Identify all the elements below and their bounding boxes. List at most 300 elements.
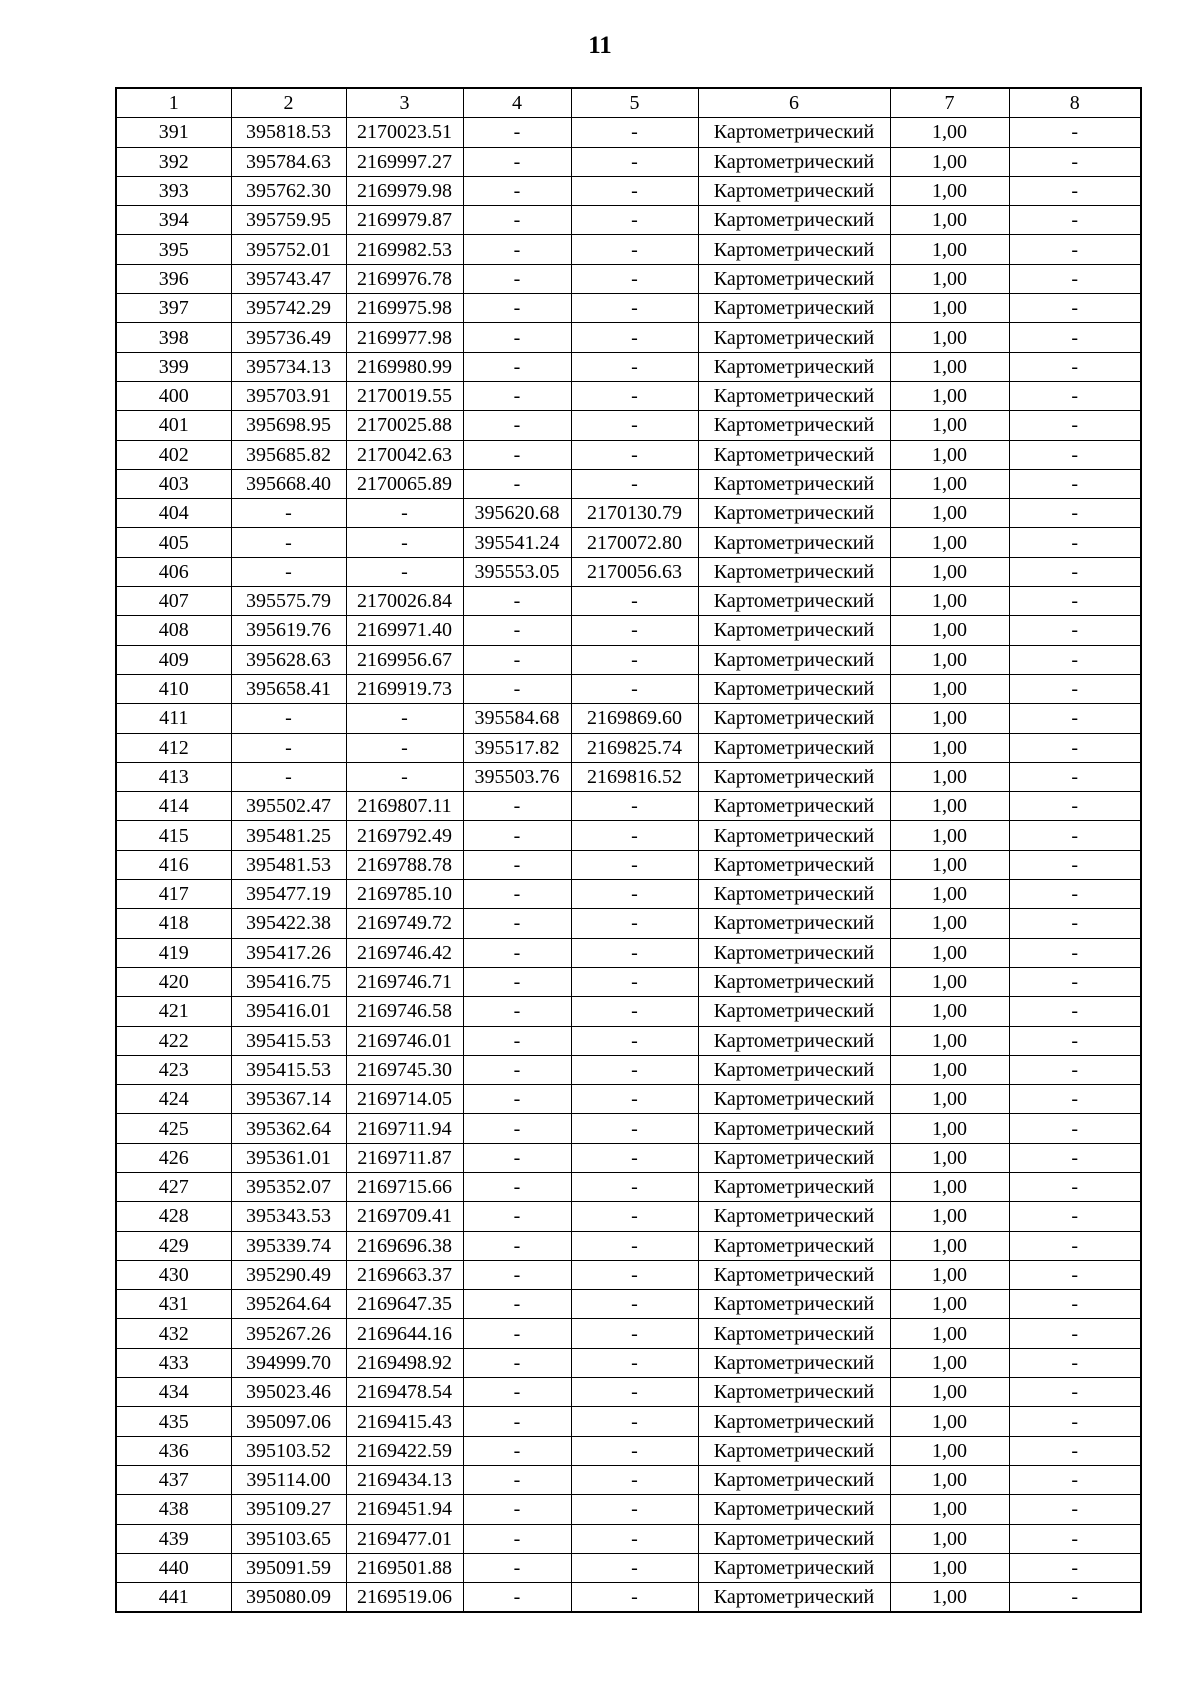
table-cell-col-2: 395477.19 (231, 880, 346, 909)
table-cell-col-8: - (1009, 909, 1141, 938)
table-cell-col-3: 2169711.94 (346, 1114, 463, 1143)
table-cell-col-1: 426 (116, 1143, 231, 1172)
table-cell-col-5: - (571, 821, 698, 850)
column-header-7: 7 (890, 88, 1009, 118)
table-row (116, 147, 1141, 176)
table-cell-col-7: 1,00 (890, 1495, 1009, 1524)
table-cell-col-8: - (1009, 469, 1141, 498)
table-cell-col-5: - (571, 1378, 698, 1407)
table-cell-col-1: 416 (116, 850, 231, 879)
table-cell-col-6: Картометрический (698, 323, 890, 352)
table-row (116, 528, 1141, 557)
table-cell-col-2: 395422.38 (231, 909, 346, 938)
table-cell-col-1: 406 (116, 557, 231, 586)
table-row (116, 1143, 1141, 1172)
table-cell-col-1: 435 (116, 1407, 231, 1436)
table-cell-col-4: - (463, 1553, 571, 1582)
table-cell-col-7: 1,00 (890, 997, 1009, 1026)
table-cell-col-6: Картометрический (698, 1319, 890, 1348)
table-cell-col-8: - (1009, 411, 1141, 440)
table-cell-col-2: 395290.49 (231, 1260, 346, 1289)
table-row (116, 381, 1141, 410)
table-cell-col-1: 430 (116, 1260, 231, 1289)
table-cell-col-5: 2170056.63 (571, 557, 698, 586)
table-cell-col-7: 1,00 (890, 1085, 1009, 1114)
table-cell-col-7: 1,00 (890, 1378, 1009, 1407)
table-row (116, 1026, 1141, 1055)
table-cell-col-4: - (463, 381, 571, 410)
table-cell-col-8: - (1009, 674, 1141, 703)
table-cell-col-2: 395742.29 (231, 294, 346, 323)
table-cell-col-8: - (1009, 938, 1141, 967)
table-cell-col-1: 399 (116, 352, 231, 381)
table-cell-col-6: Картометрический (698, 176, 890, 205)
table-cell-col-2: 395736.49 (231, 323, 346, 352)
table-cell-col-8: - (1009, 792, 1141, 821)
table-cell-col-8: - (1009, 587, 1141, 616)
table-cell-col-3: 2169746.01 (346, 1026, 463, 1055)
table-cell-col-5: - (571, 1290, 698, 1319)
table-cell-col-4: - (463, 1378, 571, 1407)
table-row (116, 1524, 1141, 1553)
table-row (116, 1553, 1141, 1582)
table-cell-col-4: - (463, 997, 571, 1026)
table-cell-col-3: - (346, 733, 463, 762)
table-cell-col-6: Картометрический (698, 294, 890, 323)
table-row (116, 1407, 1141, 1436)
table-cell-col-7: 1,00 (890, 176, 1009, 205)
table-cell-col-3: 2169971.40 (346, 616, 463, 645)
table-row (116, 1319, 1141, 1348)
table-cell-col-8: - (1009, 499, 1141, 528)
table-cell-col-2: 395734.13 (231, 352, 346, 381)
table-cell-col-6: Картометрический (698, 440, 890, 469)
column-header-6: 6 (698, 88, 890, 118)
table-row (116, 411, 1141, 440)
table-cell-col-6: Картометрический (698, 1290, 890, 1319)
table-cell-col-8: - (1009, 880, 1141, 909)
table-cell-col-8: - (1009, 967, 1141, 996)
table-cell-col-8: - (1009, 1231, 1141, 1260)
table-cell-col-3: 2169746.71 (346, 967, 463, 996)
table-cell-col-2: 395097.06 (231, 1407, 346, 1436)
coordinates-table (115, 87, 1142, 1613)
table-cell-col-3: 2169807.11 (346, 792, 463, 821)
table-cell-col-7: 1,00 (890, 411, 1009, 440)
table-cell-col-2: 395114.00 (231, 1465, 346, 1494)
table-cell-col-8: - (1009, 206, 1141, 235)
table-cell-col-5: - (571, 176, 698, 205)
table-cell-col-6: Картометрический (698, 674, 890, 703)
table-cell-col-3: - (346, 762, 463, 791)
table-row (116, 1495, 1141, 1524)
table-cell-col-3: 2169997.27 (346, 147, 463, 176)
table-cell-col-6: Картометрический (698, 1026, 890, 1055)
table-cell-col-3: 2169980.99 (346, 352, 463, 381)
table-cell-col-7: 1,00 (890, 528, 1009, 557)
table-cell-col-4: - (463, 323, 571, 352)
table-cell-col-2: 395415.53 (231, 1055, 346, 1084)
table-cell-col-3: 2169478.54 (346, 1378, 463, 1407)
table-row (116, 704, 1141, 733)
table-cell-col-6: Картометрический (698, 1114, 890, 1143)
table-cell-col-8: - (1009, 1319, 1141, 1348)
table-cell-col-4: 395620.68 (463, 499, 571, 528)
table-cell-col-1: 391 (116, 118, 231, 147)
table-cell-col-3: 2169919.73 (346, 674, 463, 703)
table-cell-col-1: 421 (116, 997, 231, 1026)
table-cell-col-1: 420 (116, 967, 231, 996)
table-cell-col-6: Картометрический (698, 352, 890, 381)
table-cell-col-3: 2170042.63 (346, 440, 463, 469)
table-cell-col-4: - (463, 1143, 571, 1172)
table-cell-col-2: 395362.64 (231, 1114, 346, 1143)
table-cell-col-2: 395417.26 (231, 938, 346, 967)
table-row (116, 1172, 1141, 1201)
table-cell-col-3: 2170023.51 (346, 118, 463, 147)
table-cell-col-1: 431 (116, 1290, 231, 1319)
table-cell-col-6: Картометрический (698, 1524, 890, 1553)
table-row (116, 587, 1141, 616)
table-cell-col-4: - (463, 1114, 571, 1143)
table-cell-col-7: 1,00 (890, 880, 1009, 909)
table-cell-col-6: Картометрический (698, 850, 890, 879)
table-cell-col-1: 405 (116, 528, 231, 557)
table-cell-col-7: 1,00 (890, 587, 1009, 616)
table-cell-col-3: 2169792.49 (346, 821, 463, 850)
table-cell-col-8: - (1009, 323, 1141, 352)
table-cell-col-6: Картометрический (698, 1407, 890, 1436)
table-cell-col-5: - (571, 118, 698, 147)
table-cell-col-2: - (231, 733, 346, 762)
table-cell-col-2: 395628.63 (231, 645, 346, 674)
table-cell-col-3: - (346, 499, 463, 528)
table-cell-col-8: - (1009, 1553, 1141, 1582)
table-cell-col-1: 437 (116, 1465, 231, 1494)
table-cell-col-5: - (571, 880, 698, 909)
table-cell-col-3: 2170026.84 (346, 587, 463, 616)
table-row (116, 440, 1141, 469)
table-cell-col-4: - (463, 1085, 571, 1114)
table-cell-col-3: 2170025.88 (346, 411, 463, 440)
table-cell-col-7: 1,00 (890, 1553, 1009, 1582)
table-cell-col-2: - (231, 557, 346, 586)
table-header-row (116, 88, 1141, 118)
table-cell-col-1: 418 (116, 909, 231, 938)
table-cell-col-7: 1,00 (890, 1319, 1009, 1348)
table-cell-col-7: 1,00 (890, 499, 1009, 528)
table-cell-col-3: 2169477.01 (346, 1524, 463, 1553)
table-cell-col-1: 424 (116, 1085, 231, 1114)
table-cell-col-8: - (1009, 1114, 1141, 1143)
table-cell-col-7: 1,00 (890, 938, 1009, 967)
column-header-4: 4 (463, 88, 571, 118)
table-cell-col-6: Картометрический (698, 469, 890, 498)
table-cell-col-5: - (571, 850, 698, 879)
table-cell-col-6: Картометрический (698, 1202, 890, 1231)
table-cell-col-3: 2169498.92 (346, 1348, 463, 1377)
table-cell-col-2: 395784.63 (231, 147, 346, 176)
table-cell-col-1: 429 (116, 1231, 231, 1260)
table-cell-col-4: - (463, 909, 571, 938)
table-cell-col-1: 422 (116, 1026, 231, 1055)
table-cell-col-2: 395267.26 (231, 1319, 346, 1348)
table-row (116, 1290, 1141, 1319)
table-cell-col-1: 393 (116, 176, 231, 205)
table-row (116, 557, 1141, 586)
table-cell-col-6: Картометрический (698, 235, 890, 264)
table-cell-col-8: - (1009, 850, 1141, 879)
table-cell-col-6: Картометрический (698, 381, 890, 410)
table-cell-col-7: 1,00 (890, 1465, 1009, 1494)
table-cell-col-4: - (463, 1348, 571, 1377)
table-cell-col-1: 427 (116, 1172, 231, 1201)
table-cell-col-2: 395743.47 (231, 264, 346, 293)
table-cell-col-6: Картометрический (698, 967, 890, 996)
table-cell-col-1: 396 (116, 264, 231, 293)
table-cell-col-4: - (463, 1436, 571, 1465)
table-row (116, 762, 1141, 791)
table-cell-col-3: 2169709.41 (346, 1202, 463, 1231)
table-cell-col-7: 1,00 (890, 440, 1009, 469)
table-cell-col-4: - (463, 1172, 571, 1201)
table-cell-col-6: Картометрический (698, 645, 890, 674)
table-cell-col-2: 395698.95 (231, 411, 346, 440)
table-cell-col-2: 395416.75 (231, 967, 346, 996)
table-cell-col-5: - (571, 1348, 698, 1377)
table-cell-col-3: 2169422.59 (346, 1436, 463, 1465)
table-cell-col-3: 2169434.13 (346, 1465, 463, 1494)
table-cell-col-6: Картометрический (698, 1553, 890, 1582)
table-cell-col-4: - (463, 440, 571, 469)
table-cell-col-5: - (571, 1495, 698, 1524)
table-cell-col-5: - (571, 206, 698, 235)
table-cell-col-5: - (571, 294, 698, 323)
table-cell-col-4: - (463, 1407, 571, 1436)
table-cell-col-5: - (571, 323, 698, 352)
table-cell-col-1: 395 (116, 235, 231, 264)
table-cell-col-8: - (1009, 235, 1141, 264)
table-cell-col-1: 423 (116, 1055, 231, 1084)
table-cell-col-3: 2169644.16 (346, 1319, 463, 1348)
table-cell-col-1: 410 (116, 674, 231, 703)
table-row (116, 938, 1141, 967)
table-cell-col-1: 402 (116, 440, 231, 469)
table-cell-col-1: 428 (116, 1202, 231, 1231)
table-cell-col-8: - (1009, 557, 1141, 586)
table-cell-col-7: 1,00 (890, 850, 1009, 879)
table-cell-col-4: 395517.82 (463, 733, 571, 762)
table-cell-col-6: Картометрический (698, 411, 890, 440)
table-row (116, 880, 1141, 909)
table-cell-col-7: 1,00 (890, 1348, 1009, 1377)
table-cell-col-5: 2170072.80 (571, 528, 698, 557)
table-cell-col-2: 395091.59 (231, 1553, 346, 1582)
table-cell-col-8: - (1009, 294, 1141, 323)
table-cell-col-6: Картометрический (698, 1495, 890, 1524)
table-cell-col-3: 2169715.66 (346, 1172, 463, 1201)
table-cell-col-8: - (1009, 616, 1141, 645)
table-cell-col-3: 2169975.98 (346, 294, 463, 323)
table-cell-col-7: 1,00 (890, 967, 1009, 996)
table-cell-col-7: 1,00 (890, 674, 1009, 703)
table-cell-col-3: - (346, 557, 463, 586)
table-cell-col-7: 1,00 (890, 733, 1009, 762)
table-cell-col-7: 1,00 (890, 235, 1009, 264)
table-cell-col-5: - (571, 147, 698, 176)
table-cell-col-3: 2169982.53 (346, 235, 463, 264)
column-header-3: 3 (346, 88, 463, 118)
table-row (116, 821, 1141, 850)
table-row (116, 850, 1141, 879)
table-cell-col-5: - (571, 1202, 698, 1231)
table-cell-col-2: 395619.76 (231, 616, 346, 645)
table-cell-col-4: 395553.05 (463, 557, 571, 586)
table-cell-col-5: - (571, 938, 698, 967)
table-cell-col-5: - (571, 264, 698, 293)
table-cell-col-8: - (1009, 704, 1141, 733)
table-cell-col-4: - (463, 1026, 571, 1055)
table-cell-col-7: 1,00 (890, 821, 1009, 850)
table-cell-col-6: Картометрический (698, 1436, 890, 1465)
table-cell-col-2: 395575.79 (231, 587, 346, 616)
table-row (116, 235, 1141, 264)
table-cell-col-8: - (1009, 528, 1141, 557)
table-cell-col-5: - (571, 1055, 698, 1084)
column-header-8: 8 (1009, 88, 1141, 118)
table-row (116, 1348, 1141, 1377)
table-cell-col-8: - (1009, 352, 1141, 381)
table-cell-col-8: - (1009, 1436, 1141, 1465)
table-cell-col-2: 395502.47 (231, 792, 346, 821)
table-cell-col-1: 412 (116, 733, 231, 762)
table-cell-col-5: - (571, 909, 698, 938)
table-cell-col-8: - (1009, 821, 1141, 850)
table-cell-col-4: - (463, 1583, 571, 1613)
table-cell-col-5: - (571, 1319, 698, 1348)
table-cell-col-2: - (231, 762, 346, 791)
table-cell-col-4: - (463, 1495, 571, 1524)
table-cell-col-1: 407 (116, 587, 231, 616)
table-cell-col-6: Картометрический (698, 587, 890, 616)
page-number: 11 (588, 32, 612, 59)
table-cell-col-4: - (463, 1231, 571, 1260)
table-row (116, 118, 1141, 147)
table-cell-col-4: - (463, 1290, 571, 1319)
table-cell-col-4: - (463, 1524, 571, 1553)
table-cell-col-4: - (463, 411, 571, 440)
table-row (116, 1378, 1141, 1407)
table-cell-col-7: 1,00 (890, 1172, 1009, 1201)
table-cell-col-5: - (571, 352, 698, 381)
table-cell-col-2: 395818.53 (231, 118, 346, 147)
table-cell-col-6: Картометрический (698, 616, 890, 645)
table-cell-col-5: 2170130.79 (571, 499, 698, 528)
table-cell-col-6: Картометрический (698, 880, 890, 909)
table-cell-col-6: Картометрический (698, 909, 890, 938)
table-cell-col-6: Картометрический (698, 1172, 890, 1201)
table-cell-col-1: 432 (116, 1319, 231, 1348)
table-cell-col-7: 1,00 (890, 1231, 1009, 1260)
table-cell-col-8: - (1009, 762, 1141, 791)
table-cell-col-3: 2169696.38 (346, 1231, 463, 1260)
table-cell-col-2: 395352.07 (231, 1172, 346, 1201)
table-cell-col-1: 394 (116, 206, 231, 235)
table-cell-col-1: 401 (116, 411, 231, 440)
table-cell-col-5: - (571, 469, 698, 498)
table-cell-col-7: 1,00 (890, 469, 1009, 498)
table-cell-col-4: 395503.76 (463, 762, 571, 791)
table-cell-col-1: 433 (116, 1348, 231, 1377)
table-cell-col-7: 1,00 (890, 557, 1009, 586)
table-cell-col-6: Картометрический (698, 1231, 890, 1260)
table-cell-col-3: 2169979.87 (346, 206, 463, 235)
table-cell-col-5: - (571, 1231, 698, 1260)
table-cell-col-4: - (463, 821, 571, 850)
column-header-5: 5 (571, 88, 698, 118)
table-cell-col-3: 2169451.94 (346, 1495, 463, 1524)
table-cell-col-2: 395103.52 (231, 1436, 346, 1465)
table-cell-col-4: - (463, 469, 571, 498)
table-cell-col-6: Картометрический (698, 1055, 890, 1084)
table-cell-col-7: 1,00 (890, 1026, 1009, 1055)
table-cell-col-3: 2169415.43 (346, 1407, 463, 1436)
table-cell-col-3: 2169745.30 (346, 1055, 463, 1084)
table-cell-col-6: Картометрический (698, 792, 890, 821)
table-cell-col-5: - (571, 616, 698, 645)
table-cell-col-3: 2169788.78 (346, 850, 463, 879)
table-cell-col-7: 1,00 (890, 1436, 1009, 1465)
table-row (116, 909, 1141, 938)
table-cell-col-2: 395658.41 (231, 674, 346, 703)
table-cell-col-7: 1,00 (890, 147, 1009, 176)
table-cell-col-5: - (571, 587, 698, 616)
table-cell-col-4: - (463, 967, 571, 996)
table-cell-col-1: 438 (116, 1495, 231, 1524)
table-row (116, 997, 1141, 1026)
table-cell-col-6: Картометрический (698, 528, 890, 557)
table-cell-col-3: 2169746.58 (346, 997, 463, 1026)
table-row (116, 616, 1141, 645)
table-cell-col-8: - (1009, 1172, 1141, 1201)
table-cell-col-3: 2169663.37 (346, 1260, 463, 1289)
table-row (116, 967, 1141, 996)
table-cell-col-6: Картометрический (698, 264, 890, 293)
table-cell-col-6: Картометрический (698, 557, 890, 586)
table-cell-col-7: 1,00 (890, 323, 1009, 352)
table-cell-col-4: - (463, 206, 571, 235)
table-cell-col-5: - (571, 997, 698, 1026)
table-cell-col-7: 1,00 (890, 1260, 1009, 1289)
table-cell-col-3: 2169785.10 (346, 880, 463, 909)
table-cell-col-4: - (463, 1260, 571, 1289)
table-cell-col-5: 2169816.52 (571, 762, 698, 791)
table-body (116, 118, 1141, 1613)
table-cell-col-5: - (571, 1465, 698, 1494)
table-cell-col-8: - (1009, 1290, 1141, 1319)
table-cell-col-7: 1,00 (890, 1114, 1009, 1143)
table-cell-col-4: - (463, 176, 571, 205)
table-cell-col-3: 2169501.88 (346, 1553, 463, 1582)
table-cell-col-1: 413 (116, 762, 231, 791)
table-cell-col-6: Картометрический (698, 1465, 890, 1494)
table-cell-col-8: - (1009, 176, 1141, 205)
table-cell-col-6: Картометрический (698, 762, 890, 791)
table-cell-col-1: 414 (116, 792, 231, 821)
table-cell-col-6: Картометрический (698, 206, 890, 235)
table-row (116, 1231, 1141, 1260)
table-row (116, 1055, 1141, 1084)
